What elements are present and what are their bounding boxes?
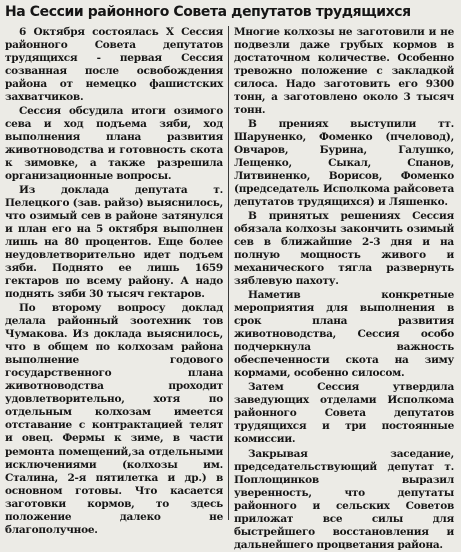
article-headline: На Сессии районного Совета депутатов трудящихся <box>5 4 411 20</box>
paragraph-session-agenda: Сессия обсудила итоги озимого сева и ход подъема зяби, ход выполнения плана развития животноводства и готовность скота к зимовке, а также разрешила организационные вопросы. <box>5 105 223 183</box>
paragraph-appointments: Затем Сессия утвердила заведующих отделами Исполкома районного Совета депутатов трудящихся и три постоянные комиссии. <box>234 381 454 446</box>
paragraph-livestock-measures: Наметив конкретные мероприятия для выполнения в срок плана развития животноводства, Сессия особо подчеркнула важность обеспеченности скота на зиму кормами, особенно силосом. <box>234 289 454 380</box>
paragraph-fodder-shortage: Многие колхозы не заготовили и не подвезли даже грубых кормов в достаточном количестве. Особенно тревожно положение с закладкой силоса. Надо заготовить его 9300 тонн, а заготовлено около 3 тысяч тонн. <box>234 26 454 117</box>
paragraph-debate-speakers: В прениях выступили тт. Шаруненко, Фоменко (пчеловод), Овчаров, Бурина, Галушко, Лещенко, Сыкал, Спанов, Литвиненко, Ворисов, Фоменко (председатель Исполкома райсовета депутатов трудящихся) и Ляшенко. <box>234 118 454 209</box>
left-column <box>5 26 227 536</box>
paragraph-closing: Закрывая заседание, председательствующий депутат т. Поплощинков выразил уверенность, что депутаты районного и сельских Советов приложат все силы для быстрейшего восстановления и дальнейшего процветания района. <box>234 447 454 551</box>
paragraph-sowing-report: Из доклада депутата т. Пелецкого (зав. райзо) выяснилось, что озимый сев в районе затянулся и план его на 5 октября выполнен лишь на 80 процентов. Еще более неудовлетворительно идет подъем зяби. Поднято ее лишь 1659 гектаров по всему району. А надо поднять зяби 30 тысяч гектаров. <box>5 184 223 301</box>
paragraph-decisions: В принятых решениях Сессия обязала колхозы закончить озимый сев в ближайшие 2-3 дня и на полную мощность живого и механического тягла развернуть зяблевую пахоту. <box>234 210 454 288</box>
column-divider <box>228 26 229 520</box>
article-body <box>5 26 456 551</box>
paragraph-session-opened: 6 Октября состоялась X Сессия районного Совета депутатов трудящихся - первая Сессия созванная после освобождения района от немецко фашистских захватчиков. <box>5 26 223 104</box>
paragraph-livestock-report: По второму вопросу доклад делала районный зоотехник тов Чумакова. Из доклада выяснилось, что в общем по колхозам района выполнение годового государственного плана животноводства проходит удовлетворительно, хотя по отдельным колхозам имеется отставание с контрактацией телят и овец. Фермы к зиме, в части ремонта помещений,за отдельными исключениями (колхозы им. Сталина, 2-я пятилетка и др.) в основном готовы. Что касается заготовки кормов, то здесь положение далеко не благополучное. <box>5 302 223 536</box>
right-column <box>232 26 454 551</box>
